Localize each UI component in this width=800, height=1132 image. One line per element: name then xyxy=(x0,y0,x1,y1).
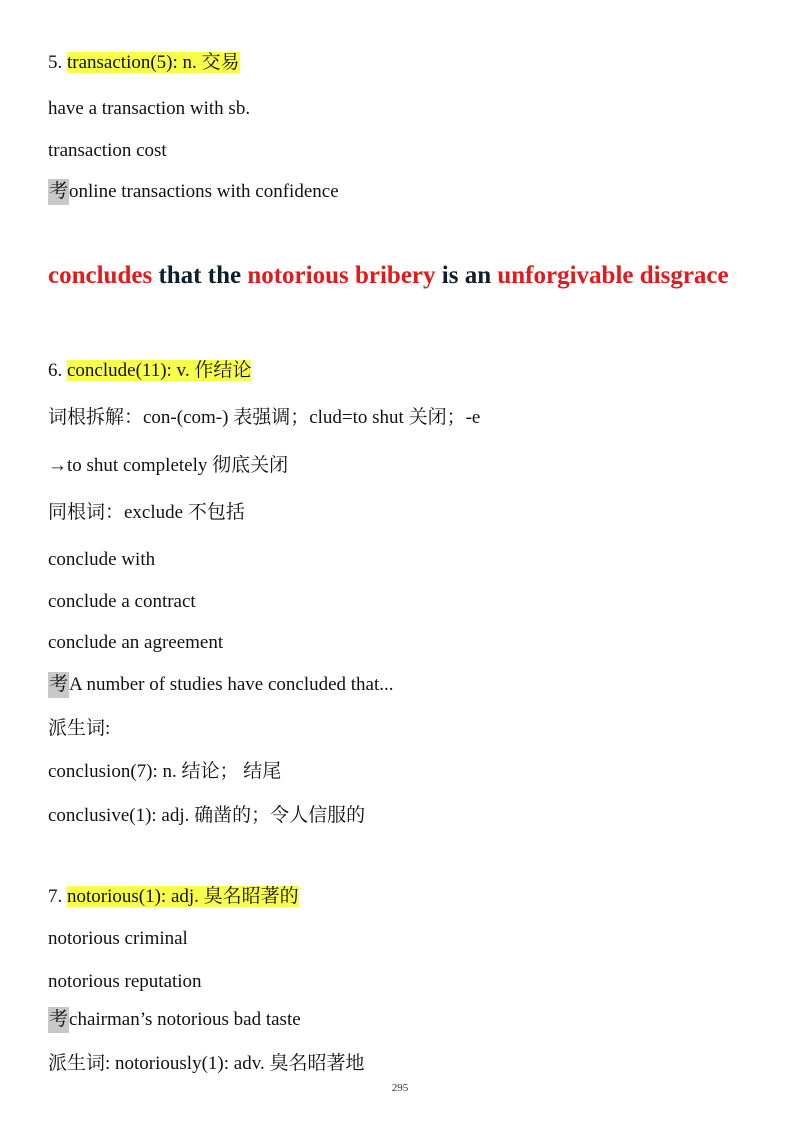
entry-7-heading xyxy=(48,884,299,910)
root-meaning: →to shut completely 彻底关闭 xyxy=(48,455,289,476)
derived-label: 派生词: xyxy=(48,718,111,739)
entry-number: 6. xyxy=(48,360,67,381)
exam-example-text: online transactions with confidence xyxy=(69,181,339,202)
headline-word: that xyxy=(158,262,202,289)
derived-word: conclusive(1): adj. 确凿的；令人信服的 xyxy=(48,805,366,826)
entry-number: 5. xyxy=(48,52,67,73)
entry-6-heading xyxy=(48,358,251,384)
entry-headword: conclude(11): v. 作结论 xyxy=(67,360,252,381)
headline-word: disgrace xyxy=(639,262,729,289)
exam-example xyxy=(48,672,394,698)
phrase-line: notorious criminal xyxy=(48,928,188,949)
headline-word: concludes xyxy=(48,262,153,289)
derived-word: conclusion(7): n. 结论； 结尾 xyxy=(48,761,282,782)
headline-word: the xyxy=(207,262,242,289)
headline-word: unforgivable xyxy=(497,262,634,289)
page-number: 295 xyxy=(391,1082,409,1094)
cognate-line: 同根词：exclude 不包括 xyxy=(48,502,245,523)
exam-marker: 考 xyxy=(48,672,69,698)
exam-marker: 考 xyxy=(48,179,69,205)
phrase-line: conclude an agreement xyxy=(48,632,224,653)
exam-marker: 考 xyxy=(48,1007,69,1033)
phrase-line: conclude a contract xyxy=(48,591,196,612)
exam-example xyxy=(48,179,339,205)
phrase-line: notorious reputation xyxy=(48,971,202,992)
entry-number: 7. xyxy=(48,886,67,907)
entry-5-heading xyxy=(48,50,240,76)
phrase-line: conclude with xyxy=(48,549,156,570)
phrase-line: have a transaction with sb. xyxy=(48,98,251,119)
phrase-line: transaction cost xyxy=(48,140,167,161)
headline-word: is xyxy=(441,262,459,289)
exam-example-text: A number of studies have concluded that... xyxy=(69,674,394,695)
headline-word: an xyxy=(464,262,492,289)
entry-headword: transaction(5): n. 交易 xyxy=(67,52,240,73)
exam-example-text: chairman’s notorious bad taste xyxy=(69,1009,301,1030)
derived-word: 派生词: notoriously(1): adv. 臭名昭著地 xyxy=(48,1053,365,1074)
entry-headword: notorious(1): adj. 臭名昭著的 xyxy=(67,886,299,907)
root-breakdown: 词根拆解：con-(com-) 表强调；clud=to shut 关闭；-e xyxy=(48,407,481,428)
headline-word: notorious xyxy=(247,262,349,289)
headline-sentence xyxy=(48,253,752,299)
exam-example xyxy=(48,1007,301,1033)
headline-word: bribery xyxy=(354,262,436,289)
